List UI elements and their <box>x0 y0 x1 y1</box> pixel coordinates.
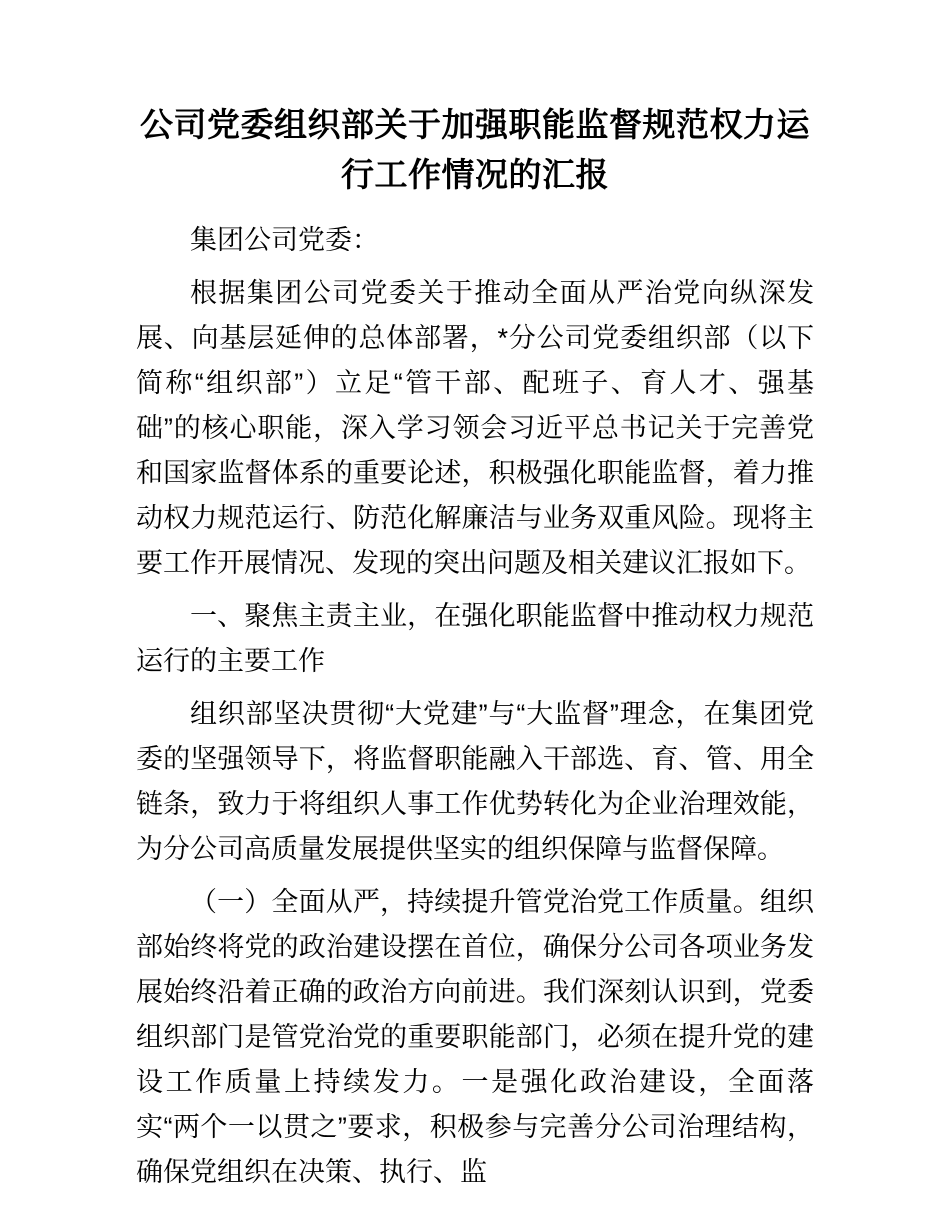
document-title: 公司党委组织部关于加强职能监督规范权力运行工作情况的汇报 <box>140 106 810 193</box>
body-paragraph: 根据集团公司党委关于推动全面从严治党向纵深发展、向基层延伸的总体部署，*分公司党委组织部（以下简称“组织部”）立足“管干部、配班子、育人才、强基础”的核心职能，深入学习领会习近平总书记关于完善党和国家监督体系的重要论述，积极强化职能监督，着力推动权力规范运行、防范化解廉洁与业务双重风险。现将主要工作开展情况、发现的突出问题及相关建议汇报如下。 <box>136 278 814 578</box>
salutation: 集团公司党委： <box>190 225 379 255</box>
document-body <box>136 271 814 1195</box>
body-paragraph: （一）全面从严，持续提升管党治党工作质量。组织部始终将党的政治建设摆在首位，确保分公司各项业务发展始终沿着正确的政治方向前进。我们深刻认识到，党委组织部门是管党治党的重要职能部门，必须在提升党的建设工作质量上持续发力。一是强化政治建设，全面落实“两个一以贯之”要求，积极参与完善分公司治理结构，确保党组织在决策、执行、监 <box>136 887 814 1187</box>
body-paragraph: 组织部坚决贯彻“大党建”与“大监督”理念，在集团党委的坚强领导下，将监督职能融入干部选、育、管、用全链条，致力于将组织人事工作优势转化为企业治理效能，为分公司高质量发展提供坚实的组织保障与监督保障。 <box>136 699 814 864</box>
section-heading: 一、聚焦主责主业，在强化职能监督中推动权力规范运行的主要工作 <box>136 601 814 676</box>
